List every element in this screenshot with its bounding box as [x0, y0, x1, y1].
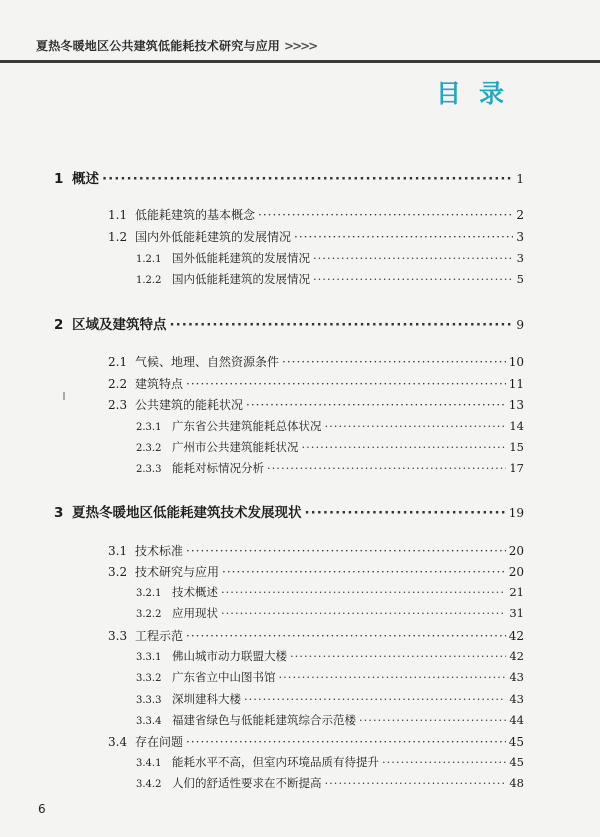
- page-number: 6: [38, 802, 46, 816]
- toc-page: 9: [516, 318, 524, 332]
- toc-label: 能耗水平不高，但室内环境品质有待提升: [172, 755, 379, 769]
- toc-section-3-4[interactable]: [108, 733, 524, 750]
- running-title: 夏热冬暖地区公共建筑低能耗技术研究与应用: [36, 39, 281, 53]
- toc-page: 13: [508, 398, 524, 412]
- toc-leader: [305, 505, 506, 521]
- toc-label: 广州市公共建筑能耗状况: [172, 440, 299, 454]
- toc-leader: [186, 377, 506, 391]
- scan-speck: [63, 392, 65, 400]
- toc-page: 45: [508, 735, 524, 749]
- toc-number: 3.3.3: [136, 695, 162, 706]
- toc-label: 气候、地理、自然资源条件: [135, 355, 280, 369]
- toc-page: 31: [509, 606, 524, 620]
- toc-page: 3: [516, 251, 524, 265]
- toc-leader: [313, 251, 514, 265]
- toc-page: 10: [508, 355, 524, 369]
- toc-chapter-3[interactable]: [54, 501, 524, 521]
- toc-subsection-3-3-2[interactable]: [136, 669, 524, 685]
- toc-number: 1: [54, 171, 64, 187]
- toc-label: 佛山城市动力联盟大楼: [172, 649, 287, 663]
- toc-number: 3.3.4: [136, 716, 162, 727]
- toc-page: 14: [509, 419, 524, 433]
- toc-number: 3.2: [108, 565, 128, 579]
- toc-number: 1.2.1: [136, 254, 162, 265]
- toc-leader: [294, 230, 513, 244]
- header-rule: [0, 60, 600, 63]
- toc-leader: [302, 440, 507, 454]
- toc-label: 广东省公共建筑能耗总体状况: [172, 419, 322, 433]
- toc-leader: [246, 398, 506, 412]
- toc-number: 2.3.1: [136, 422, 162, 433]
- toc-subsection-3-3-4[interactable]: [136, 712, 524, 728]
- toc-number: 1.2: [108, 230, 128, 244]
- toc-label: 存在问题: [135, 735, 184, 749]
- toc-page: 11: [508, 377, 524, 391]
- toc-label: 技术研究与应用: [135, 565, 220, 579]
- toc-subsection-1-2-2[interactable]: [136, 271, 524, 287]
- toc-number: 3.4: [108, 735, 128, 749]
- toc-subsection-1-2-1[interactable]: [136, 250, 524, 266]
- toc-page: 1: [516, 172, 524, 186]
- toc-section-3-1[interactable]: [108, 542, 524, 559]
- toc-page: 43: [509, 692, 524, 706]
- toc-subsection-3-2-2[interactable]: [136, 605, 524, 621]
- toc-leader: [102, 171, 513, 187]
- toc-leader: [325, 776, 507, 790]
- toc-leader: [325, 419, 507, 433]
- toc-leader: [382, 755, 506, 769]
- toc-leader: [279, 670, 507, 684]
- toc-leader: [186, 629, 506, 643]
- toc-label: 技术概述: [172, 585, 218, 599]
- toc-section-2-1[interactable]: [108, 353, 524, 370]
- toc-number: 1.2.2: [136, 275, 162, 286]
- toc-subsection-2-3-1[interactable]: [136, 418, 524, 434]
- toc-section-2-3[interactable]: [108, 396, 524, 413]
- toc-label: 福建省绿色与低能耗建筑综合示范楼: [172, 713, 356, 727]
- toc-leader: [290, 649, 506, 663]
- toc-page: 48: [509, 776, 524, 790]
- toc-number: 3.1: [108, 544, 128, 558]
- toc-page: 42: [509, 649, 524, 663]
- toc-section-3-2[interactable]: [108, 563, 524, 580]
- toc-label: 国内外低能耗建筑的发展情况: [135, 230, 292, 244]
- toc-leader: [244, 692, 506, 706]
- toc-subsection-3-4-2[interactable]: [136, 775, 524, 791]
- toc-number: 3.4.1: [136, 758, 162, 769]
- toc-section-1-2[interactable]: [108, 228, 524, 245]
- page-title: 目录: [435, 79, 522, 108]
- toc-label: 技术标准: [135, 544, 184, 558]
- toc-page: 17: [509, 461, 524, 475]
- toc-page: 20: [508, 544, 524, 558]
- toc-leader: [186, 735, 506, 749]
- toc-chapter-1[interactable]: [54, 167, 524, 187]
- toc-leader: [221, 606, 506, 620]
- toc-label: 建筑特点: [135, 377, 184, 391]
- toc-number: 3.3: [108, 629, 128, 643]
- header-arrows: >>>>: [284, 39, 317, 53]
- toc-subsection-2-3-3[interactable]: [136, 460, 524, 476]
- toc-label: 能耗对标情况分析: [172, 461, 264, 475]
- toc-page: 42: [508, 629, 524, 643]
- toc-page: 43: [509, 670, 524, 684]
- toc-label: 区域及建筑特点: [72, 317, 167, 333]
- toc-number: 2.3: [108, 398, 128, 412]
- toc-leader: [359, 713, 506, 727]
- toc-label: 公共建筑的能耗状况: [135, 398, 244, 412]
- toc-leader: [186, 544, 506, 558]
- toc-label: 国外低能耗建筑的发展情况: [172, 251, 310, 265]
- toc-number: 3.2.2: [136, 609, 162, 620]
- toc-page: 45: [509, 755, 524, 769]
- toc-label: 人们的舒适性要求在不断提高: [172, 776, 322, 790]
- toc-page: 44: [509, 713, 524, 727]
- toc-leader: [282, 355, 506, 369]
- toc-page: 21: [509, 585, 524, 599]
- toc-section-2-2[interactable]: [108, 375, 524, 392]
- toc-number: 2.2: [108, 377, 128, 391]
- toc-page: 5: [516, 272, 524, 286]
- toc-label: 低能耗建筑的基本概念: [135, 208, 256, 222]
- toc-section-1-1[interactable]: [108, 206, 524, 223]
- toc-section-3-3[interactable]: [108, 627, 524, 644]
- toc-leader: [170, 317, 514, 333]
- toc-number: 3.4.2: [136, 779, 162, 790]
- toc-label: 工程示范: [135, 629, 184, 643]
- toc-number: 2: [54, 317, 64, 333]
- toc-number: 2.3.3: [136, 464, 162, 475]
- toc-leader: [267, 461, 506, 475]
- toc-leader: [221, 585, 506, 599]
- toc-page: 20: [508, 565, 524, 579]
- toc-label: 夏热冬暖地区低能耗建筑技术发展现状: [72, 505, 302, 521]
- running-header: [36, 37, 316, 54]
- toc-page: 15: [509, 440, 524, 454]
- toc-number: 3.3.2: [136, 673, 162, 684]
- toc-label: 概述: [72, 171, 99, 187]
- toc-subsection-2-3-2[interactable]: [136, 439, 524, 455]
- toc-subsection-3-3-1[interactable]: [136, 648, 524, 664]
- toc-label: 深圳建科大楼: [172, 692, 241, 706]
- toc-number: 3: [54, 505, 64, 521]
- toc-subsection-3-2-1[interactable]: [136, 584, 524, 600]
- toc-leader: [258, 208, 513, 222]
- toc-number: 1.1: [108, 208, 128, 222]
- toc-chapter-2[interactable]: [54, 313, 524, 333]
- toc-leader: [222, 565, 506, 579]
- toc-number: 2.1: [108, 355, 128, 369]
- toc-label: 国内低能耗建筑的发展情况: [172, 272, 310, 286]
- toc-label: 应用现状: [172, 606, 218, 620]
- toc-subsection-3-3-3[interactable]: [136, 691, 524, 707]
- toc-label: 广东省立中山图书馆: [172, 670, 276, 684]
- toc-page: 19: [508, 506, 524, 520]
- toc-leader: [313, 272, 514, 286]
- toc-page: 2: [516, 208, 524, 222]
- toc-number: 3.2.1: [136, 588, 162, 599]
- toc-number: 3.3.1: [136, 652, 162, 663]
- toc-number: 2.3.2: [136, 443, 162, 454]
- toc-subsection-3-4-1[interactable]: [136, 754, 524, 770]
- toc-page: 3: [516, 230, 524, 244]
